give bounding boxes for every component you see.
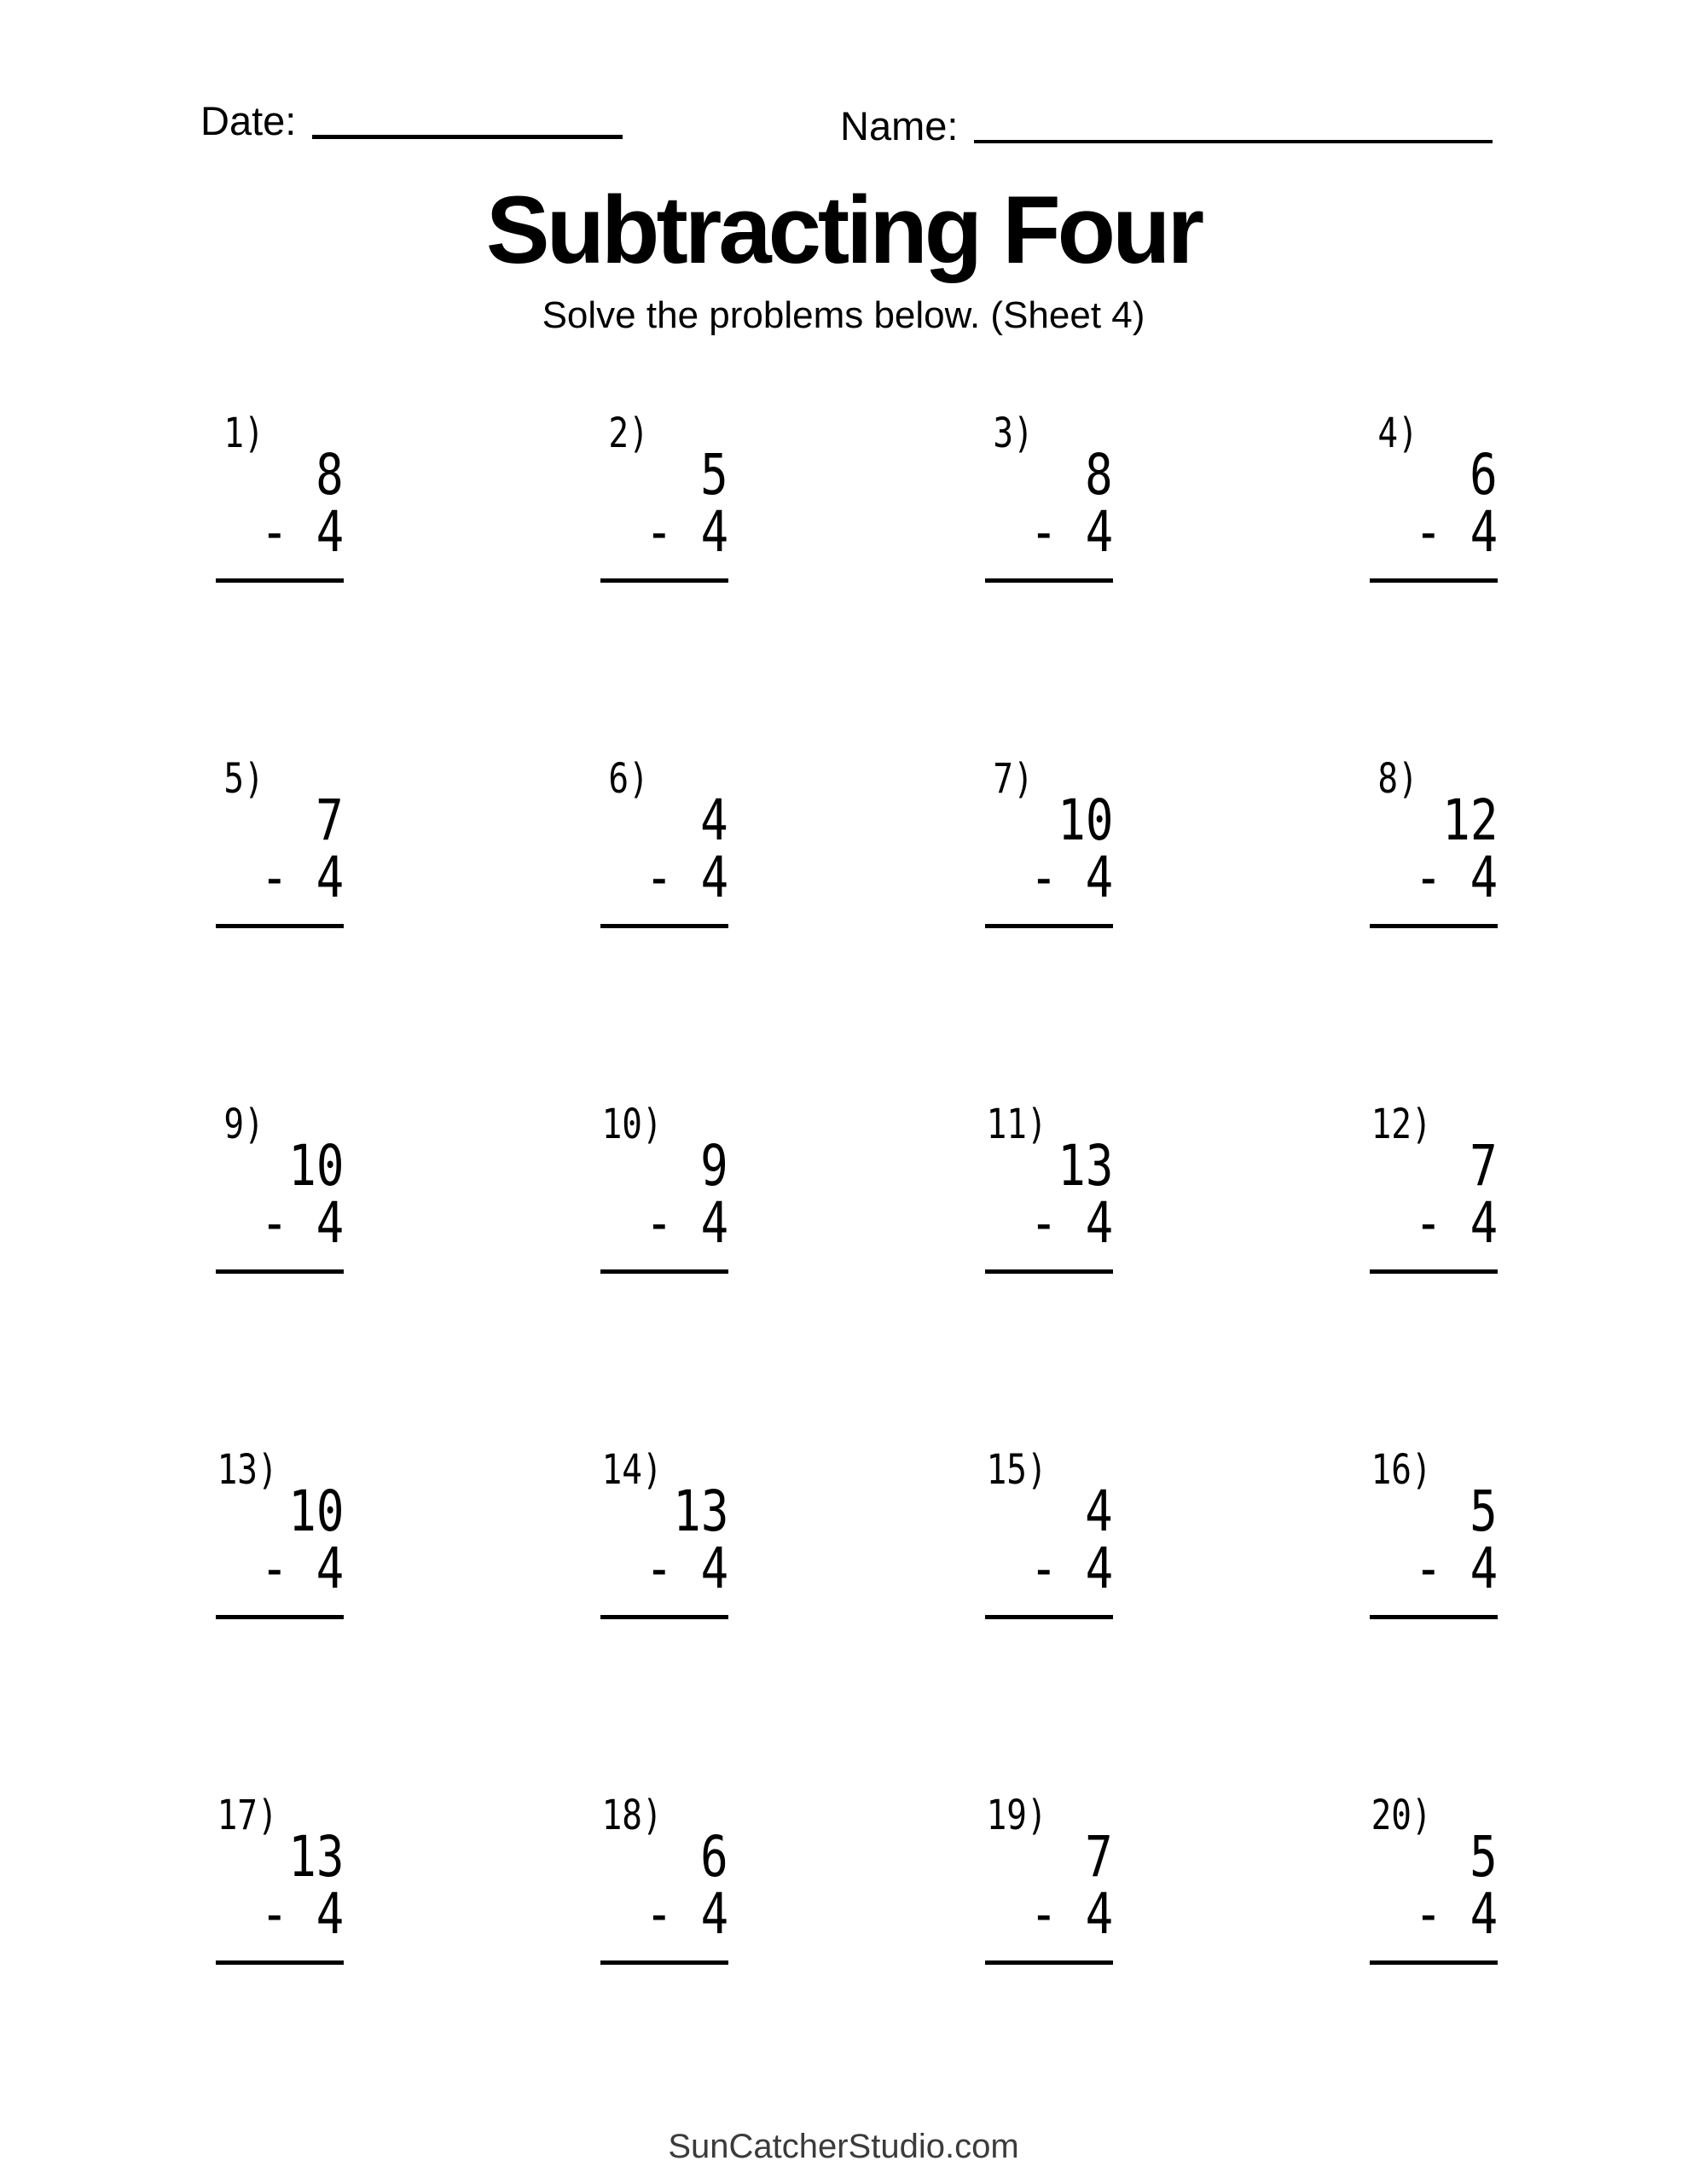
problem-cell [216, 1446, 344, 1615]
answer-line [985, 1960, 1113, 1965]
subtraction-row [627, 845, 728, 910]
answer-space[interactable] [600, 1277, 728, 1333]
subtrahend: 4 [316, 1881, 344, 1947]
answer-space[interactable] [600, 1623, 728, 1679]
minuend: 13 [1057, 1133, 1113, 1199]
subtraction-row [242, 1190, 344, 1256]
answer-space[interactable] [985, 586, 1113, 642]
problem-cell [216, 1101, 344, 1269]
answer-line [1370, 1615, 1498, 1619]
subtraction-row [627, 1190, 728, 1256]
answer-space[interactable] [216, 1623, 344, 1679]
minus-icon: - [645, 1881, 673, 1947]
answer-space[interactable] [216, 1277, 344, 1333]
answer-space[interactable] [985, 1277, 1113, 1333]
minuend: 10 [1057, 787, 1113, 853]
answer-line [600, 578, 728, 583]
problem-number: 6) [608, 755, 649, 803]
subtrahend: 4 [700, 1881, 728, 1947]
minus-icon: - [1029, 1536, 1058, 1601]
subtrahend: 4 [1085, 1881, 1113, 1947]
problem-cell [216, 410, 344, 578]
subtraction-row [242, 845, 344, 910]
minus-icon: - [1414, 499, 1442, 565]
answer-line [1370, 578, 1498, 583]
problem-number: 9) [223, 1101, 264, 1148]
subtrahend: 4 [700, 499, 728, 565]
problem-number: 7) [993, 755, 1034, 803]
subtrahend: 4 [1470, 845, 1498, 910]
minus-icon: - [260, 1190, 288, 1256]
problem-number: 10) [601, 1101, 663, 1148]
date-label: Date: [200, 98, 297, 143]
subtraction-row [1012, 1190, 1113, 1256]
subtraction-row [1012, 499, 1113, 565]
subtrahend: 4 [1085, 845, 1113, 910]
minus-icon: - [645, 1536, 673, 1601]
minus-icon: - [1029, 845, 1058, 910]
subtraction-row [1396, 1881, 1498, 1947]
date-input-line[interactable] [312, 135, 623, 139]
problem-cell [1370, 1792, 1498, 1960]
subtraction-row [1012, 1536, 1113, 1601]
answer-space[interactable] [216, 1968, 344, 2024]
answer-line [216, 1615, 344, 1619]
answer-line [1370, 1269, 1498, 1274]
problem-cell [600, 755, 728, 924]
problem-cell [985, 1792, 1113, 1960]
minus-icon: - [260, 845, 288, 910]
minuend: 8 [1085, 442, 1113, 508]
answer-space[interactable] [1370, 1968, 1498, 2024]
problem-number: 20) [1371, 1792, 1432, 1839]
subtraction-row [627, 1881, 728, 1947]
footer-credit: SunCatcherStudio.com [668, 2128, 1019, 2165]
answer-space[interactable] [1370, 932, 1498, 988]
problem-number: 8) [1377, 755, 1418, 803]
answer-line [216, 1269, 344, 1274]
problem-number: 14) [601, 1446, 663, 1494]
minuend: 7 [1470, 1133, 1498, 1199]
subtrahend: 4 [700, 845, 728, 910]
answer-line [985, 1615, 1113, 1619]
minuend: 9 [700, 1133, 728, 1199]
answer-space[interactable] [216, 932, 344, 988]
problem-number: 16) [1371, 1446, 1432, 1494]
problem-cell [1370, 755, 1498, 924]
problem-cell [985, 1446, 1113, 1615]
problem-cell [600, 1101, 728, 1269]
minuend: 12 [1441, 787, 1498, 853]
answer-space[interactable] [600, 586, 728, 642]
problem-number: 11) [986, 1101, 1047, 1148]
minuend: 13 [287, 1824, 344, 1890]
problem-cell [1370, 1446, 1498, 1615]
answer-space[interactable] [985, 1623, 1113, 1679]
page-title: Subtracting Four [485, 177, 1202, 283]
minuend: 7 [1085, 1824, 1113, 1890]
minus-icon: - [645, 1190, 673, 1256]
subtrahend: 4 [316, 1190, 344, 1256]
subtrahend: 4 [1085, 1536, 1113, 1601]
problem-cell [600, 1446, 728, 1615]
subtrahend: 4 [1470, 1536, 1498, 1601]
answer-line [985, 924, 1113, 928]
minuend: 6 [700, 1824, 728, 1890]
problem-number: 18) [601, 1792, 663, 1839]
answer-line [600, 1960, 728, 1965]
name-label: Name: [840, 103, 959, 148]
answer-line [985, 578, 1113, 583]
minus-icon: - [260, 1881, 288, 1947]
answer-space[interactable] [985, 1968, 1113, 2024]
minuend: 4 [700, 787, 728, 853]
answer-space[interactable] [1370, 1623, 1498, 1679]
problem-cell [985, 410, 1113, 578]
subtraction-row [1396, 499, 1498, 565]
subtraction-row [627, 499, 728, 565]
subtrahend: 4 [316, 845, 344, 910]
minuend: 7 [316, 787, 344, 853]
minuend: 6 [1470, 442, 1498, 508]
subtraction-row [242, 1881, 344, 1947]
subtraction-row [1396, 1536, 1498, 1601]
minuend: 5 [1470, 1824, 1498, 1890]
subtrahend: 4 [1470, 1190, 1498, 1256]
minuend: 4 [1085, 1478, 1113, 1544]
problem-number: 5) [223, 755, 264, 803]
minuend: 13 [672, 1478, 728, 1544]
problem-cell [216, 755, 344, 924]
minuend: 8 [316, 442, 344, 508]
minus-icon: - [1029, 1881, 1058, 1947]
problem-number: 13) [217, 1446, 278, 1494]
problem-number: 2) [608, 410, 649, 457]
minuend: 5 [700, 442, 728, 508]
problem-cell [985, 1101, 1113, 1269]
problem-number: 17) [217, 1792, 278, 1839]
minuend: 10 [287, 1133, 344, 1199]
minus-icon: - [260, 499, 288, 565]
problems-grid [216, 410, 1498, 1960]
answer-line [216, 1960, 344, 1965]
name-input-line[interactable] [974, 140, 1493, 143]
problem-cell [216, 1792, 344, 1960]
answer-space[interactable] [600, 1968, 728, 2024]
subtraction-row [242, 1536, 344, 1601]
subtrahend: 4 [316, 499, 344, 565]
minus-icon: - [1029, 1190, 1058, 1256]
minus-icon: - [1414, 845, 1442, 910]
answer-space[interactable] [600, 932, 728, 988]
problem-cell [600, 1792, 728, 1960]
subtraction-row [1012, 845, 1113, 910]
answer-space[interactable] [985, 932, 1113, 988]
answer-space[interactable] [1370, 1277, 1498, 1333]
subtrahend: 4 [316, 1536, 344, 1601]
answer-space[interactable] [216, 586, 344, 642]
problem-cell [1370, 1101, 1498, 1269]
subtraction-row [1396, 845, 1498, 910]
minus-icon: - [1414, 1190, 1442, 1256]
problem-cell [600, 410, 728, 578]
problem-number: 1) [223, 410, 264, 457]
subtrahend: 4 [700, 1190, 728, 1256]
subtraction-row [242, 499, 344, 565]
answer-line [216, 578, 344, 583]
answer-line [600, 924, 728, 928]
subtrahend: 4 [1470, 1881, 1498, 1947]
answer-line [1370, 1960, 1498, 1965]
page-subtitle: Solve the problems below. (Sheet 4) [542, 294, 1145, 336]
subtrahend: 4 [1085, 1190, 1113, 1256]
problem-number: 19) [986, 1792, 1047, 1839]
subtrahend: 4 [1085, 499, 1113, 565]
subtrahend: 4 [700, 1536, 728, 1601]
minus-icon: - [1414, 1536, 1442, 1601]
problem-number: 12) [1371, 1101, 1432, 1148]
minus-icon: - [645, 845, 673, 910]
minuend: 5 [1470, 1478, 1498, 1544]
answer-line [600, 1269, 728, 1274]
answer-line [1370, 924, 1498, 928]
minus-icon: - [1414, 1881, 1442, 1947]
minus-icon: - [1029, 499, 1058, 565]
problem-number: 4) [1377, 410, 1418, 457]
subtraction-row [1012, 1881, 1113, 1947]
problem-cell [1370, 410, 1498, 578]
subtraction-row [1396, 1190, 1498, 1256]
answer-space[interactable] [1370, 586, 1498, 642]
answer-line [600, 1615, 728, 1619]
minus-icon: - [645, 499, 673, 565]
minus-icon: - [260, 1536, 288, 1601]
problem-cell [985, 755, 1113, 924]
subtrahend: 4 [1470, 499, 1498, 565]
subtraction-row [627, 1536, 728, 1601]
problem-number: 3) [993, 410, 1034, 457]
problem-number: 15) [986, 1446, 1047, 1494]
answer-line [216, 924, 344, 928]
minuend: 10 [287, 1478, 344, 1544]
answer-line [985, 1269, 1113, 1274]
